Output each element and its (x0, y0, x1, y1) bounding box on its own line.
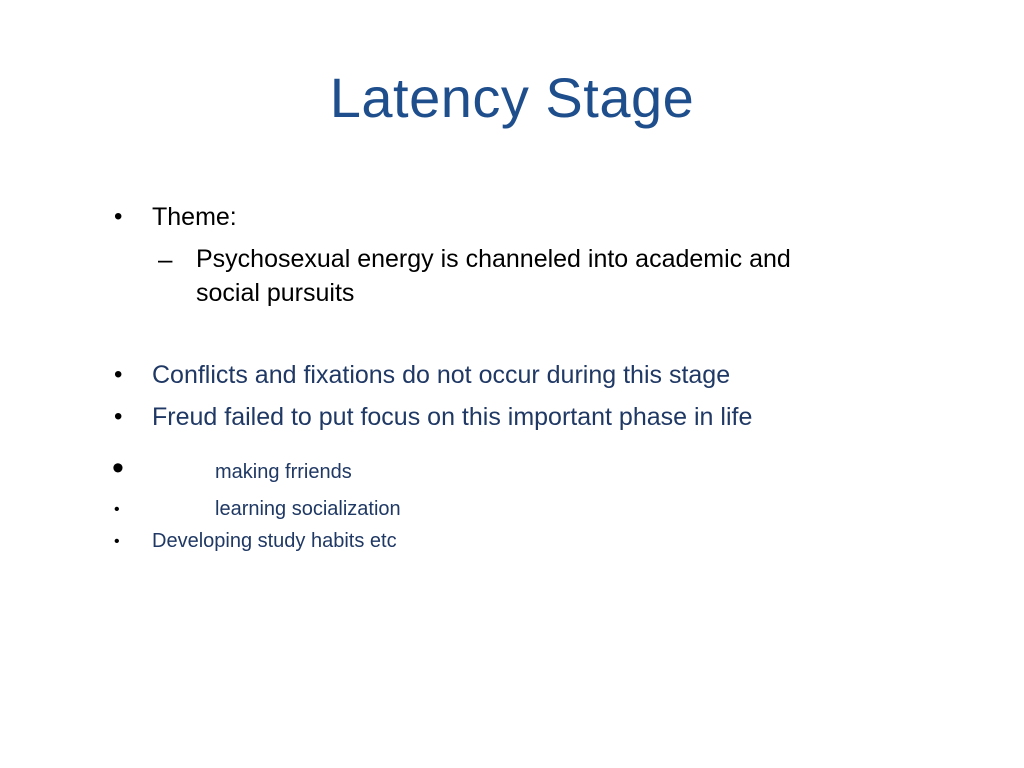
bullet-marker: • (114, 403, 123, 430)
bullet-text: learning socialization (215, 498, 401, 520)
bullet-text: making frriends (215, 461, 352, 483)
bullet-marker: • (114, 501, 120, 518)
bullet-marker: • (112, 449, 124, 487)
bullet-text-continuation: social pursuits (196, 279, 355, 307)
bullet-text: Conflicts and fixations do not occur during this stage (152, 361, 731, 389)
bullet-marker: • (114, 533, 120, 550)
slide-title: Latency Stage (329, 66, 695, 129)
bullet-text: Freud failed to put focus on this important phase in life (152, 403, 753, 431)
bullet-text: Theme: (152, 203, 237, 231)
bullet-text: Developing study habits etc (152, 530, 397, 552)
bullet-text: Psychosexual energy is channeled into academic and (196, 245, 791, 273)
bullet-marker: • (114, 203, 123, 230)
bullet-marker: • (114, 361, 123, 388)
dash-marker: – (158, 244, 173, 274)
